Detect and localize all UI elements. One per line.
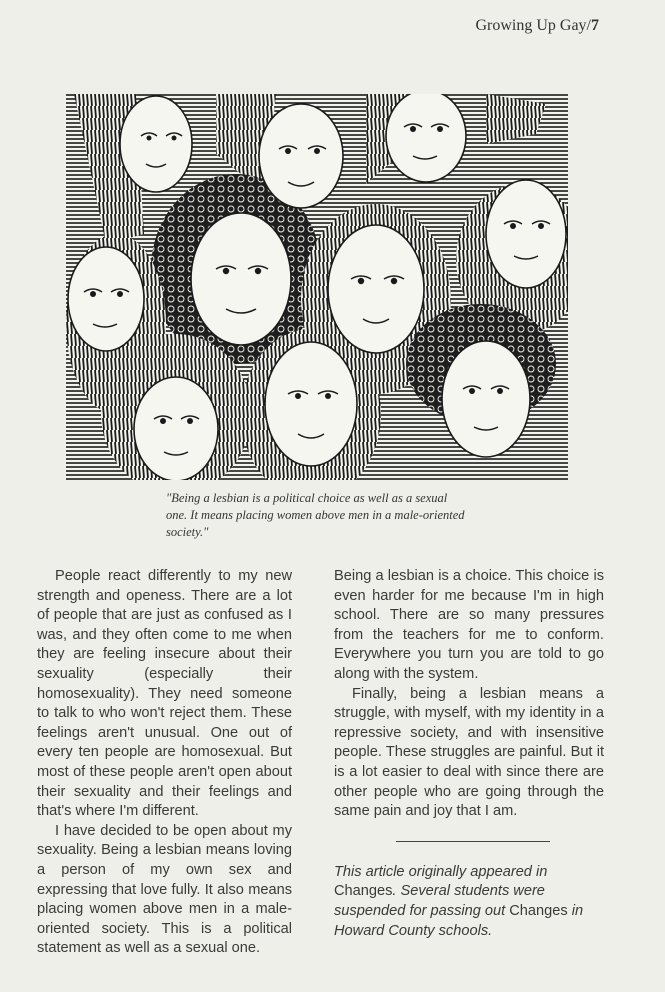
page-number: 7 bbox=[591, 17, 599, 34]
note-text: in Howard County schools. bbox=[334, 902, 584, 939]
paragraph: Being a lesbian is a choice. This choice is even harder for me because I'm in high school. There are so many pressures from the teachers for me to conform. Everywhere you turn you are told to go along with the system. bbox=[334, 568, 604, 682]
paragraph: Finally, being a lesbian means a struggle, with myself, with my identity in a repressive society, and with insensitive people. These struggles are painful. But it is a lot easier to deal with since there are other people who are going through the same pain and joy that I am. bbox=[334, 685, 604, 820]
paragraph: People react differently to my new strength and openess. There are a lot of people that are just as confused as I was, and they often come to me when they are feeling insecure about their sexuality (especially their homosexuality). They need someone to talk to who won't reject them. These feelings aren't unusual. One out of every ten people are homosexual. But most of these people aren't open about their sexuality and their feelings and that's where I'm different. bbox=[37, 568, 292, 820]
illustration bbox=[66, 94, 568, 480]
page-header bbox=[475, 17, 599, 35]
note-text: . Several students were suspended for passing out bbox=[334, 883, 545, 919]
article-column-left bbox=[37, 567, 292, 959]
note-text: This article originally appeared in bbox=[334, 863, 548, 880]
publication-name: Changes bbox=[334, 883, 393, 900]
article-column-right bbox=[334, 567, 604, 941]
section-divider bbox=[396, 841, 550, 842]
women-faces-drawing bbox=[66, 94, 568, 480]
running-title: Growing Up Gay/ bbox=[475, 17, 591, 34]
illustration-caption: "Being a lesbian is a political choice as well as a sexual one. It means placing women above men in a male-oriented society." bbox=[166, 491, 465, 539]
publication-name: Changes bbox=[509, 902, 568, 919]
paragraph: I have decided to be open about my sexuality. Being a lesbian means loving a person of my own sex and expressing that love fully. It also means placing women above men in a male-oriented society. This is a political statement as well as a sexual one. bbox=[37, 822, 292, 957]
source-note bbox=[334, 863, 604, 941]
